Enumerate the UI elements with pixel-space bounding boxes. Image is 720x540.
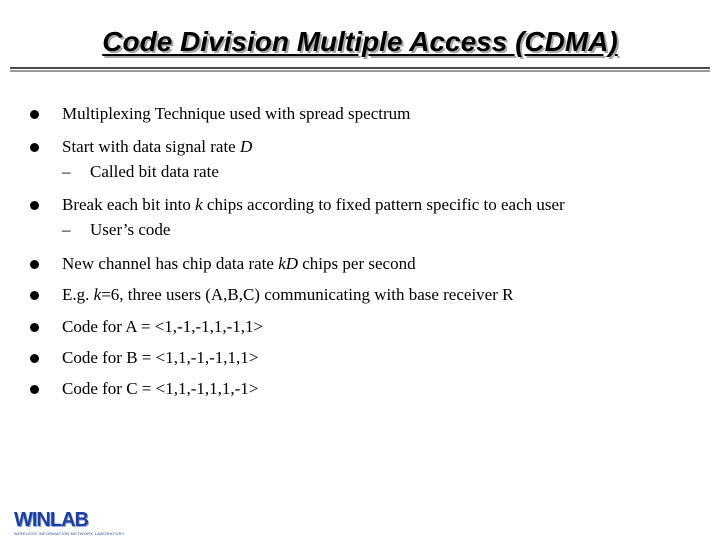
sub-bullet-text: Called bit data rate — [90, 162, 219, 181]
sub-bullet — [62, 162, 219, 182]
bullet-icon — [30, 291, 39, 300]
bullet-icon — [30, 385, 39, 394]
logo-tagline: WIRELESS INFORMATION NETWORK LABORATORY — [14, 531, 125, 536]
sub-bullet-text: User’s code — [90, 220, 171, 239]
sub-bullet — [62, 220, 170, 240]
bullet-icon — [30, 110, 39, 119]
bullet-text: New channel has chip data rate kD chips per second — [62, 254, 416, 273]
bullet-text: Start with data signal rate D — [62, 137, 253, 156]
bullet-icon — [30, 323, 39, 332]
bullet-icon — [30, 260, 39, 269]
bullet-text: E.g. k=6, three users (A,B,C) communicating with base receiver R — [62, 285, 514, 304]
slide-title: Code Division Multiple Access (CDMA) — [102, 26, 618, 57]
bullet-text: Code for A = <1,-1,-1,1,-1,1> — [62, 317, 264, 336]
bullet-text: Code for B = <1,1,-1,-1,1,1> — [62, 348, 259, 367]
bullet-text: Multiplexing Technique used with spread spectrum — [62, 104, 411, 123]
bullet-text: Code for C = <1,1,-1,1,1,-1> — [62, 379, 259, 398]
winlab-logo — [14, 510, 125, 536]
bullet-icon — [30, 143, 39, 152]
bullet-icon — [30, 201, 39, 210]
dash-icon: – — [62, 162, 71, 181]
bullet-icon — [30, 354, 39, 363]
bullet-text: Break each bit into k chips according to fixed pattern specific to each user — [62, 195, 565, 214]
dash-icon: – — [62, 220, 71, 239]
logo-wordmark: WINLAB — [14, 509, 88, 531]
